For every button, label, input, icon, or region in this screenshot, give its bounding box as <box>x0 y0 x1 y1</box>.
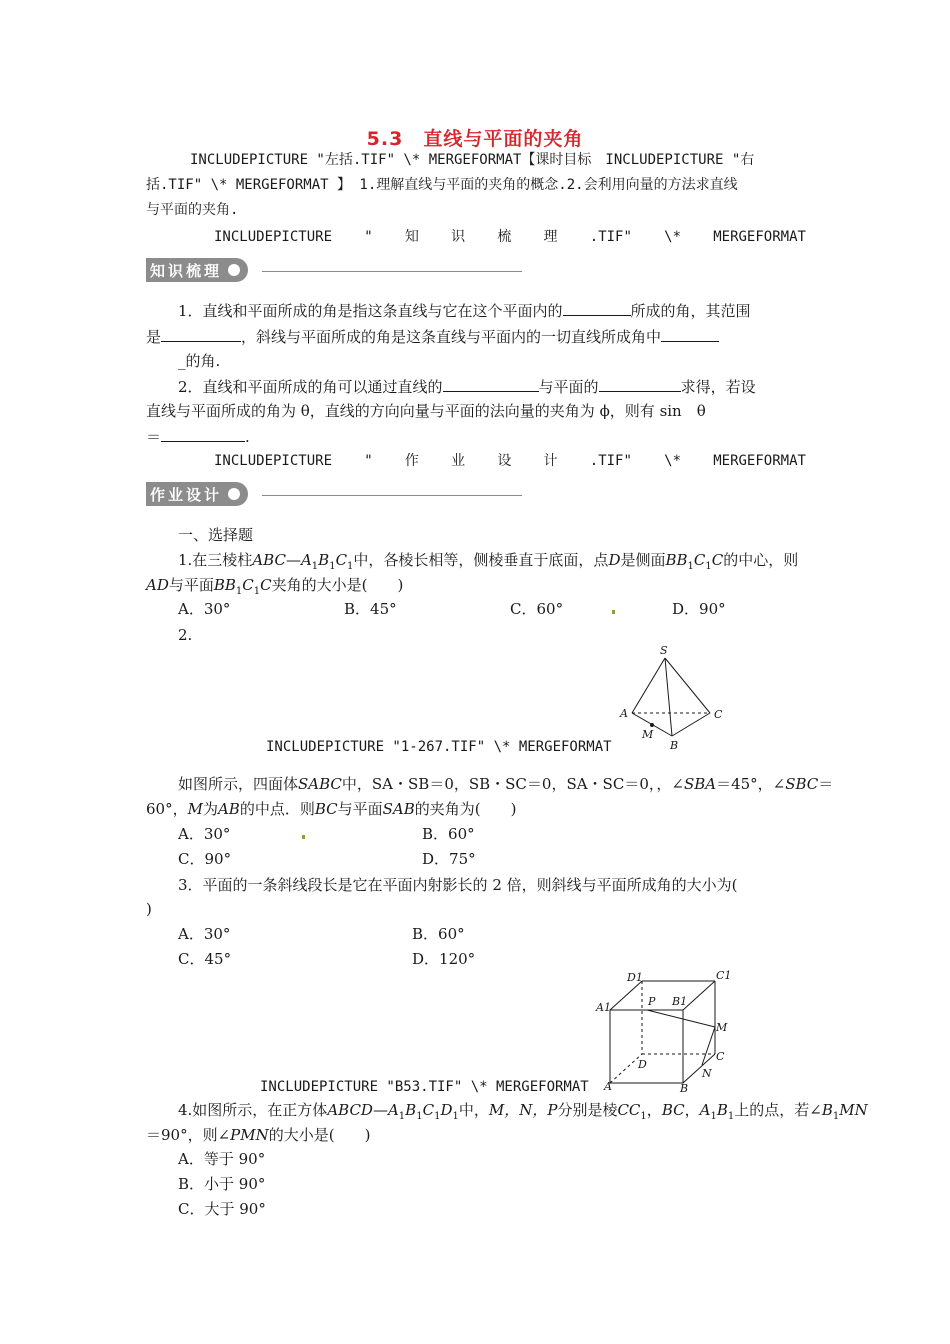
q3-option-c[interactable]: C．45° <box>178 950 232 968</box>
q2-option-a[interactable]: A．30° <box>178 825 231 843</box>
q1-line2: AD与平面$BB_1C_1C$夹角的大小是( ) <box>146 576 404 597</box>
include-token: MERGEFORMAT <box>713 453 806 469</box>
answer-blank[interactable] <box>661 324 719 342</box>
include-token: INCLUDEPICTURE <box>214 453 333 469</box>
q2-number: 2. <box>178 626 193 644</box>
q3-option-b[interactable]: B．60° <box>412 925 465 943</box>
include-token: .TIF" <box>589 229 632 245</box>
answer-blank[interactable] <box>599 374 681 392</box>
q1-option-d[interactable]: D．90° <box>672 600 726 618</box>
q3-option-d[interactable]: D．120° <box>412 950 476 968</box>
answer-blank[interactable] <box>161 424 245 442</box>
q4-line1: 4.如图所示，在正方体$ABCD—A_1B_1C_1D_1$中，M，N，P分别是棱$CC_1$，BC，$A_1B_1$上的点，若$\angle B_1MN$ <box>178 1101 868 1122</box>
q2-option-d[interactable]: D．75° <box>422 850 476 868</box>
q3-line2: ) <box>146 900 152 918</box>
label-p: P <box>648 995 656 1008</box>
section-banner-homework <box>146 482 248 506</box>
speck <box>302 835 305 839</box>
include-token: 知 <box>404 229 419 245</box>
knowledge-p1-line3: _的角. <box>178 352 221 370</box>
q3-line1: 3．平面的一条斜线段长是它在平面内射影长的 2 倍，则斜线与平面所成角的大小为( <box>178 876 738 894</box>
label-m: M <box>716 1021 728 1034</box>
q2-line2: 60°，M为AB的中点．则BC与平面SAB的夹角为( ) <box>146 800 517 818</box>
label-d: D <box>638 1058 647 1071</box>
q1-option-a[interactable]: A．30° <box>178 600 231 618</box>
knowledge-p1-line1: 1．直线和平面所成的角是指这条直线与它在这个平面内的 所成的角，其范围 <box>178 298 806 324</box>
include-token: " <box>364 229 373 245</box>
page-title: 5.3 直线与平面的夹角 <box>366 128 584 150</box>
label-n: N <box>702 1067 712 1080</box>
q2-include: INCLUDEPICTURE "1-267.TIF" \* MERGEFORMAT <box>266 739 612 755</box>
knowledge-p2-line2: 直线与平面所成的角为 θ，直线的方向向量与平面的法向量的夹角为 ϕ，则有 sin θ <box>146 402 706 420</box>
q4-option-c[interactable]: C．大于 90° <box>178 1200 266 1218</box>
include-token: 识 <box>451 229 466 245</box>
include-token: 理 <box>543 229 558 245</box>
label-b: B <box>680 1082 689 1095</box>
banner-label: 知识梳理 <box>150 261 223 280</box>
q1-line1: 1.在三棱柱$ABC—A_1B_1C_1$中，各棱长相等，侧棱垂直于底面，点D是侧面$BB_1C_1C$的中心，则 <box>178 551 799 572</box>
q4-option-b[interactable]: B．小于 90° <box>178 1175 266 1193</box>
q2-option-c[interactable]: C．90° <box>178 850 232 868</box>
intro-line-3: 与平面的夹角. <box>146 202 239 218</box>
include-line-1 <box>214 225 806 250</box>
include-token: INCLUDEPICTURE <box>214 229 333 245</box>
include-token: 梳 <box>497 229 512 245</box>
q2-line1: 如图所示，四面体SABC中，SA・SB＝0，SB・SC＝0，SA・SC＝0，，∠SBA＝45°，∠SBC＝ <box>178 775 834 793</box>
include-token: 设 <box>497 453 512 469</box>
speck <box>612 610 615 614</box>
q2-option-b[interactable]: B．60° <box>422 825 475 843</box>
intro-line-1: INCLUDEPICTURE "左括.TIF" \* MERGEFORMAT【课时目标 INCLUDEPICTURE "右 <box>190 152 755 168</box>
q4-include: INCLUDEPICTURE "B53.TIF" \* MERGEFORMAT <box>260 1079 589 1095</box>
include-token: " <box>364 453 373 469</box>
include-token: MERGEFORMAT <box>713 229 806 245</box>
q4-line2: ＝90°，则∠PMN的大小是( ) <box>146 1126 371 1144</box>
answer-blank[interactable] <box>443 374 539 392</box>
knowledge-p1-line2: 是 ，斜线与平面所成的角是这条直线与平面内的一切直线所成角中 <box>146 324 806 350</box>
label-a: A <box>620 707 628 720</box>
include-token: \* <box>664 229 681 245</box>
include-line-2 <box>214 449 806 474</box>
include-token: 业 <box>451 453 466 469</box>
answer-blank[interactable] <box>563 298 631 316</box>
label-s: S <box>660 644 668 657</box>
label-b: B <box>670 739 679 752</box>
label-c: C <box>714 708 723 721</box>
banner-label: 作业设计 <box>150 485 223 504</box>
label-d1: D1 <box>627 971 643 984</box>
label-a: A <box>604 1080 612 1093</box>
bullet-icon <box>228 488 240 500</box>
label-m: M <box>642 728 654 741</box>
q1-option-c[interactable]: C．60° <box>510 600 564 618</box>
include-token: \* <box>664 453 681 469</box>
label-c: C <box>716 1050 725 1063</box>
knowledge-p2-line3: ＝ . <box>146 424 806 450</box>
section-banner-knowledge <box>146 258 248 282</box>
q4-option-a[interactable]: A．等于 90° <box>178 1150 266 1168</box>
section-heading: 一、选择题 <box>178 526 254 544</box>
intro-line-2: 括.TIF" \* MERGEFORMAT 】 1.理解直线与平面的夹角的概念.2.会利用向量的方法求直线 <box>146 177 738 193</box>
divider <box>262 495 522 496</box>
answer-blank[interactable] <box>161 324 241 342</box>
label-c1: C1 <box>716 969 732 982</box>
q3-option-a[interactable]: A．30° <box>178 925 231 943</box>
label-b1: B1 <box>672 995 688 1008</box>
bullet-icon <box>228 264 240 276</box>
divider <box>262 271 522 272</box>
label-a1: A1 <box>596 1001 611 1014</box>
knowledge-p2-line1: 2．直线和平面所成的角可以通过直线的 与平面的 求得，若设 <box>178 374 806 400</box>
include-token: .TIF" <box>589 453 632 469</box>
include-token: 计 <box>543 453 558 469</box>
q1-option-b[interactable]: B．45° <box>344 600 397 618</box>
include-token: 作 <box>404 453 419 469</box>
